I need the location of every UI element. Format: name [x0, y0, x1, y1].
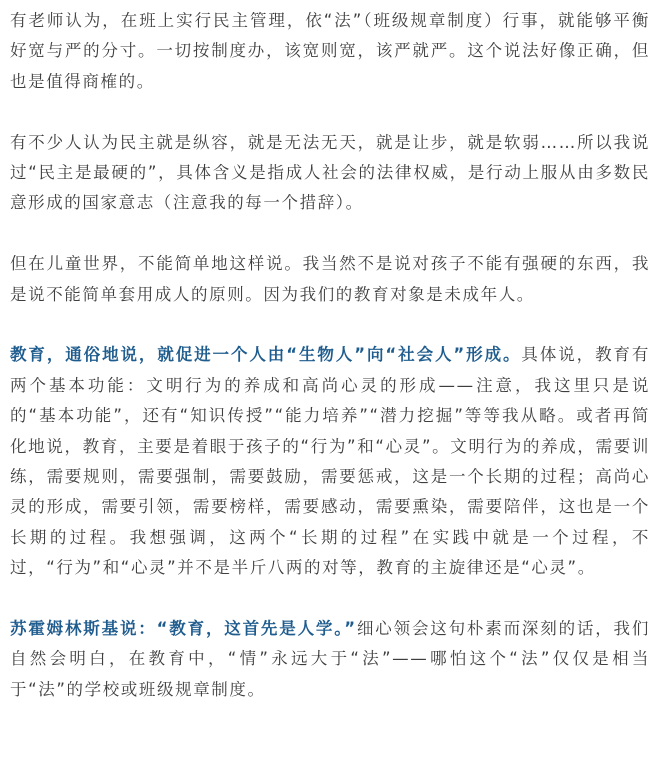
paragraph-5-bold-quote: 苏霍姆林斯基说：“教育，这首先是人学。” — [10, 619, 357, 639]
paragraph-4-bold-lead: 教育，通俗地说，就促进一个人由“生物人”向“社会人”形成。 — [10, 345, 522, 365]
paragraph-4-text: 具体说，教育有两个基本功能：文明行为的养成和高尚心灵的形成——注意，我这里只是说的“基本功能”，还有“知识传授”“能力培养”“潜力挖掘”等等我从略。或者再简化地说，教育，主要是着眼于孩子的“行为”和“心灵”。文明行为的养成，需要训练，需要规则，需要强制，需要鼓励，需要惩戒，这是一个长期的过程；高尚心灵的形成，需要引领，需要榜样，需要感动，需要熏染，需要陪伴，这也是一个长期的过程。我想强调，这两个“长期的过程”在实践中就是一个过程，不过，“行为”和“心灵”并不是半斤八两的对等，教育的主旋律还是“心灵”。 — [10, 345, 650, 578]
paragraph-2-text: 有不少人认为民主就是纵容，就是无法无天，就是让步，就是软弱……所以我说过“民主是最硬的”，具体含义是指成人社会的法律权威，是行动上服从由多数民意形成的国家意志（注意我的每一个措辞）。 — [10, 132, 650, 213]
paragraph-5 — [10, 614, 650, 705]
paragraph-3 — [10, 249, 650, 310]
paragraph-5-text: 细心领会这句朴素而深刻的话，我们自然会明白，在教育中，“情”永远大于“法”——哪怕这个“法”仅仅是相当于“法”的学校或班级规章制度。 — [10, 619, 650, 699]
paragraph-1 — [10, 6, 650, 97]
paragraph-2 — [10, 128, 650, 219]
paragraph-4 — [10, 340, 650, 583]
paragraph-1-text: 有老师认为，在班上实行民主管理，依“法”（班级规章制度）行事，就能够平衡好宽与严的分寸。一切按制度办，该宽则宽，该严就严。这个说法好像正确，但也是值得商榷的。 — [10, 11, 650, 91]
paragraph-3-text: 但在儿童世界，不能简单地这样说。我当然不是说对孩子不能有强硬的东西，我是说不能简单套用成人的原则。因为我们的教育对象是未成年人。 — [10, 254, 650, 304]
